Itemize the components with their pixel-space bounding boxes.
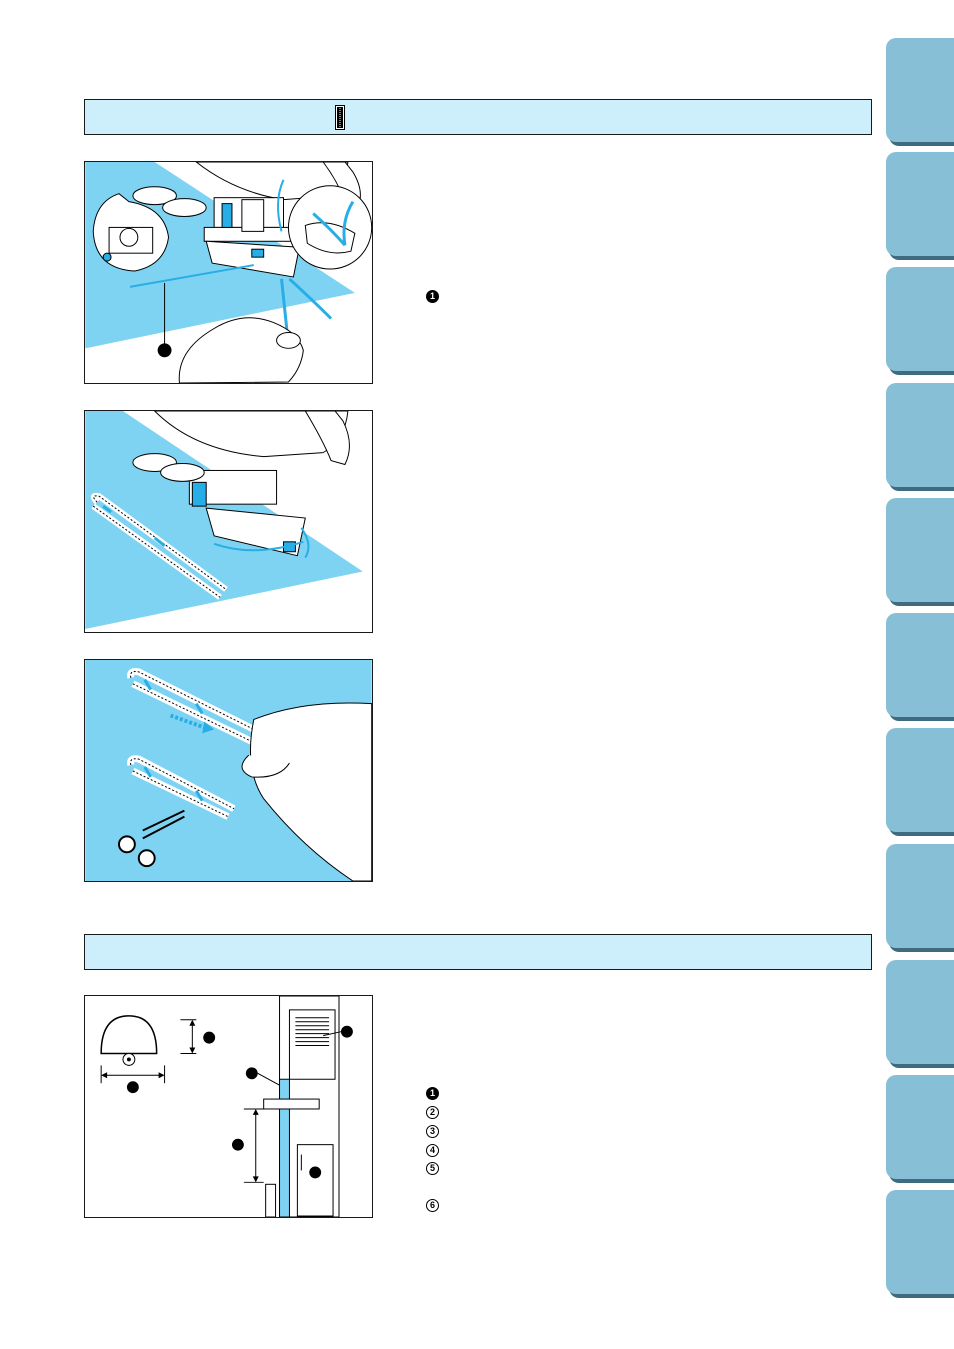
section-header-bar [84,934,872,970]
chapter-tab-1[interactable] [886,38,954,142]
chapter-tab-3[interactable] [886,267,954,371]
button-measurement-diagram [84,995,373,1218]
buttonhole-sewn-on-fabric-illustration [84,410,373,633]
callout-marker: 1 [426,290,439,303]
chapter-tab-2[interactable] [886,152,954,256]
chapter-tab-8[interactable] [886,844,954,948]
chapter-tab-11[interactable] [886,1190,954,1294]
chapter-tab-6[interactable] [886,613,954,717]
buttonhole-stitch-icon [335,105,345,130]
callout-marker: 2 [426,1106,439,1119]
callout-marker: 5 [426,1162,439,1175]
chapter-tab-7[interactable] [886,728,954,832]
callout-marker: 6 [426,1199,439,1212]
chapter-tab-10[interactable] [886,1075,954,1179]
chapter-tab-9[interactable] [886,960,954,1064]
chapter-tab-4[interactable] [886,383,954,487]
callout-marker: 1 [426,1087,439,1100]
chapter-tab-5[interactable] [886,498,954,602]
callout-marker: 4 [426,1144,439,1157]
section-header-bar [84,99,872,135]
pull-thread-and-cut-illustration [84,659,373,882]
callout-marker: 3 [426,1125,439,1138]
sewing-machine-buttonhole-foot-illustration [84,161,373,384]
